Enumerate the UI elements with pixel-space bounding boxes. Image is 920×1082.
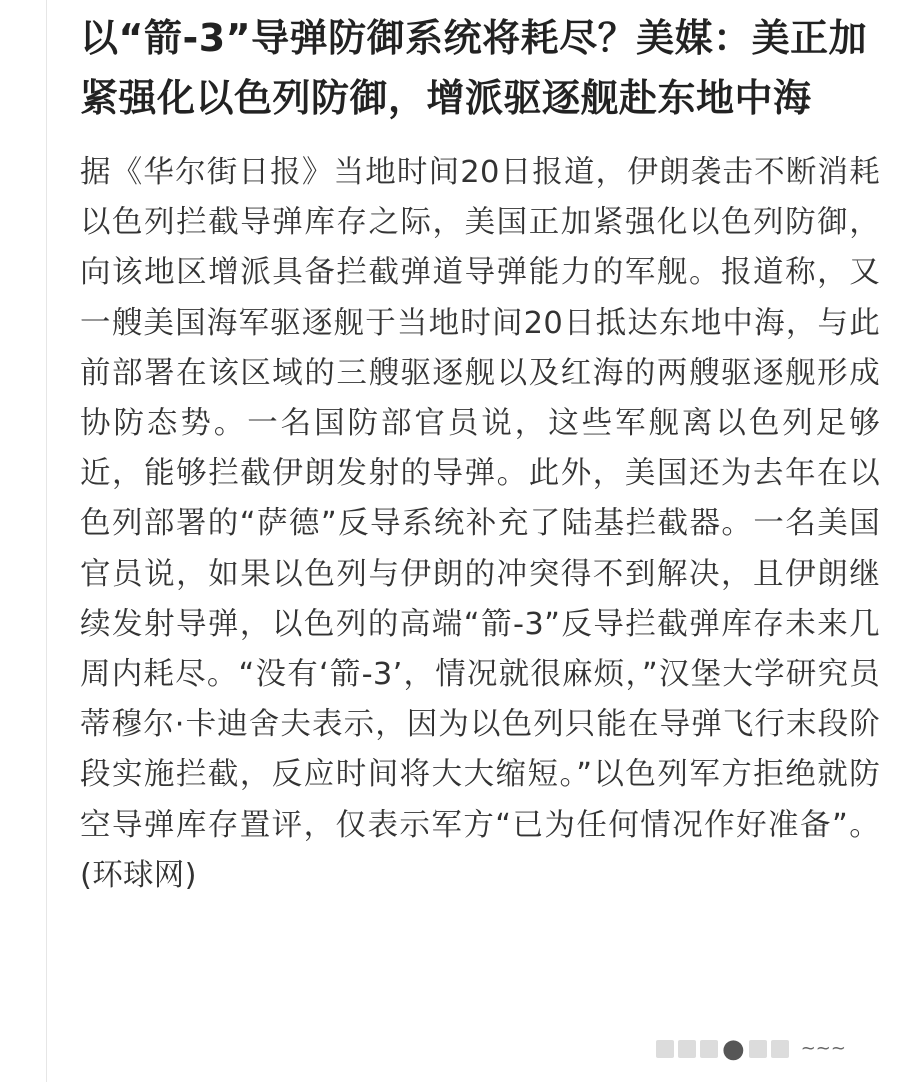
watermark-block-icon (678, 1040, 696, 1058)
watermark-block-icon (656, 1040, 674, 1058)
article-title: 以“箭-3”导弹防御系统将耗尽？美媒：美正加紧强化以色列防御，增派驱逐舰赴东地中海 (80, 16, 868, 120)
watermark-block-icon (749, 1040, 767, 1058)
left-divider (46, 0, 47, 1082)
article-body: 据《华尔街日报》当地时间20日报道，伊朗袭击不断消耗以色列拦截导弹库存之际，美国正加紧强化以色列防御，向该地区增派具备拦截弹道导弹能力的军舰。报道称，又一艘美国海军驱逐舰于当地时间20日抵达东地中海，与此前部署在该区域的三艘驱逐舰以及红海的两艘驱逐舰形成协防态势。一名国防部官员说，这些军舰离以色列足够近，能够拦截伊朗发射的导弹。此外，美国还为去年在以色列部署的“萨德”反导系统补充了陆基拦截器。一名美国官员说，如果以色列与伊朗的冲突得不到解决，且伊朗继续发射导弹，以色列的高端“箭-3”反导拦截弹库存未来几周内耗尽。“没有‘箭-3’，情况就很麻烦，”汉堡大学研究员蒂穆尔·卡迪舍夫表示，因为以色列只能在导弹飞行末段阶段实施拦截，反应时间将大大缩短。”以色列军方拒绝就防空导弹库存置评，仅表示军方“已为任何情况作好准备”。(环球网) (80, 155, 880, 893)
watermark-dot-icon: ● (722, 1034, 745, 1064)
watermark (656, 1034, 846, 1064)
article (80, 8, 880, 901)
watermark-tail: ~~~ (800, 1038, 846, 1059)
watermark-block-icon (771, 1040, 789, 1058)
watermark-block-icon (700, 1040, 718, 1058)
